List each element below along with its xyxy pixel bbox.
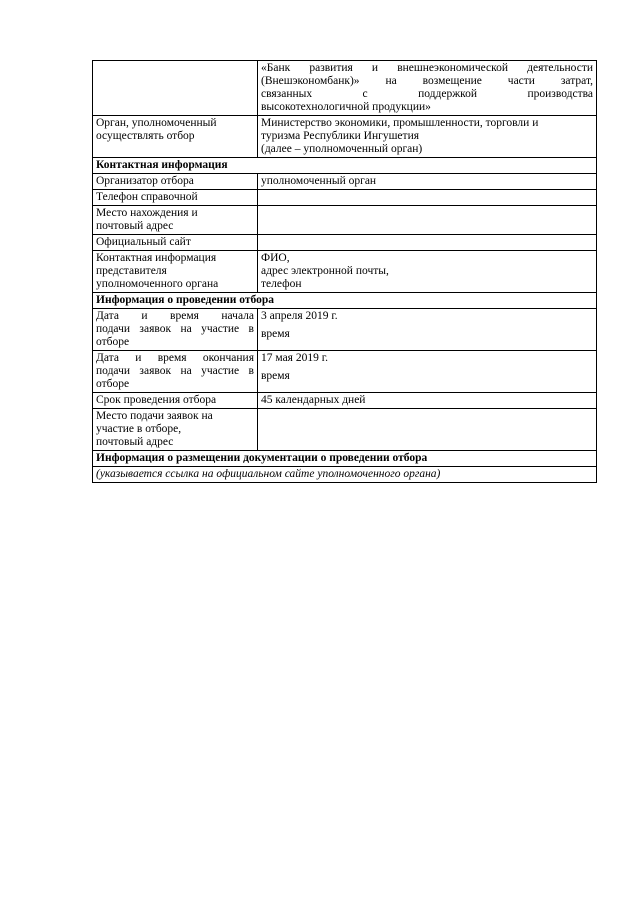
bank-text-line: «Банк развития и внешнеэкономической деятельности bbox=[261, 62, 593, 74]
start-label bbox=[93, 309, 258, 351]
table-row-organ bbox=[93, 116, 597, 158]
table-row-duration bbox=[93, 393, 597, 409]
end-value bbox=[258, 351, 597, 393]
representative-value-line: телефон bbox=[261, 278, 302, 290]
table-row-docs-note bbox=[93, 467, 597, 483]
end-label-line: подачи заявок на участие в bbox=[96, 365, 254, 377]
end-label bbox=[93, 351, 258, 393]
phone-value bbox=[258, 190, 597, 206]
docs-note: (указывается ссылка на официальном сайте уполномоченного органа) bbox=[93, 467, 597, 483]
section-header-row bbox=[93, 293, 597, 309]
end-time: время bbox=[261, 370, 290, 382]
location-value bbox=[258, 206, 597, 235]
site-value bbox=[258, 235, 597, 251]
start-label-line: отборе bbox=[96, 336, 130, 348]
contact-section-title: Контактная информация bbox=[93, 158, 597, 174]
location-label bbox=[93, 206, 258, 235]
organ-value-line: Министерство экономики, промышленности, торговли и bbox=[261, 117, 539, 129]
duration-value: 45 календарных дней bbox=[258, 393, 597, 409]
table-row-site bbox=[93, 235, 597, 251]
organ-value-line: (далее – уполномоченный орган) bbox=[261, 143, 423, 155]
table-row-place bbox=[93, 409, 597, 451]
place-label-line: Место подачи заявок на bbox=[96, 410, 213, 422]
representative-label-line: уполномоченного органа bbox=[96, 278, 219, 290]
end-date: 17 мая 2019 г. bbox=[261, 352, 329, 364]
bank-text-line: (Внешэкономбанк)» на возмещение части затрат, bbox=[261, 75, 593, 87]
organ-value-cell bbox=[258, 116, 597, 158]
location-label-line: Место нахождения и bbox=[96, 207, 198, 219]
start-label-line: Дата и время начала bbox=[96, 310, 254, 322]
section-header-row bbox=[93, 451, 597, 467]
representative-label-line: представителя bbox=[96, 265, 167, 277]
table-row-bank bbox=[93, 61, 597, 116]
table-row-location bbox=[93, 206, 597, 235]
representative-value bbox=[258, 251, 597, 293]
table-row-start bbox=[93, 309, 597, 351]
bank-value-cell bbox=[258, 61, 597, 116]
docs-section-title: Информация о размещении документации о проведении отбора bbox=[93, 451, 597, 467]
duration-label: Срок проведения отбора bbox=[93, 393, 258, 409]
start-value bbox=[258, 309, 597, 351]
organ-value-line: туризма Республики Ингушетия bbox=[261, 130, 420, 142]
representative-value-line: ФИО, bbox=[261, 252, 290, 264]
bank-text-line: высокотехнологичной продукции» bbox=[261, 101, 431, 113]
conduct-section-title: Информация о проведении отбора bbox=[93, 293, 597, 309]
place-value bbox=[258, 409, 597, 451]
place-label bbox=[93, 409, 258, 451]
organ-label-cell bbox=[93, 116, 258, 158]
table-row-representative bbox=[93, 251, 597, 293]
table-row-phone bbox=[93, 190, 597, 206]
end-label-line: отборе bbox=[96, 378, 130, 390]
table-row-organizer bbox=[93, 174, 597, 190]
bank-label-cell bbox=[93, 61, 258, 116]
representative-value-line: адрес электронной почты, bbox=[261, 265, 389, 277]
organ-label-line: осуществлять отбор bbox=[96, 130, 195, 142]
location-label-line: почтовый адрес bbox=[96, 220, 174, 232]
phone-label: Телефон справочной bbox=[93, 190, 258, 206]
organ-label-line: Орган, уполномоченный bbox=[96, 117, 217, 129]
end-label-line: Дата и время окончания bbox=[96, 352, 254, 364]
representative-label-line: Контактная информация bbox=[96, 252, 217, 264]
table-row-end bbox=[93, 351, 597, 393]
site-label: Официальный сайт bbox=[93, 235, 258, 251]
selection-info-table bbox=[92, 60, 597, 483]
start-time: время bbox=[261, 328, 290, 340]
section-header-row bbox=[93, 158, 597, 174]
representative-label bbox=[93, 251, 258, 293]
start-date: 3 апреля 2019 г. bbox=[261, 310, 338, 322]
place-label-line: участие в отборе, bbox=[96, 423, 182, 435]
start-label-line: подачи заявок на участие в bbox=[96, 323, 254, 335]
organizer-value: уполномоченный орган bbox=[258, 174, 597, 190]
place-label-line: почтовый адрес bbox=[96, 436, 174, 448]
organizer-label: Организатор отбора bbox=[93, 174, 258, 190]
bank-text-line: связанных с поддержкой производства bbox=[261, 88, 593, 100]
